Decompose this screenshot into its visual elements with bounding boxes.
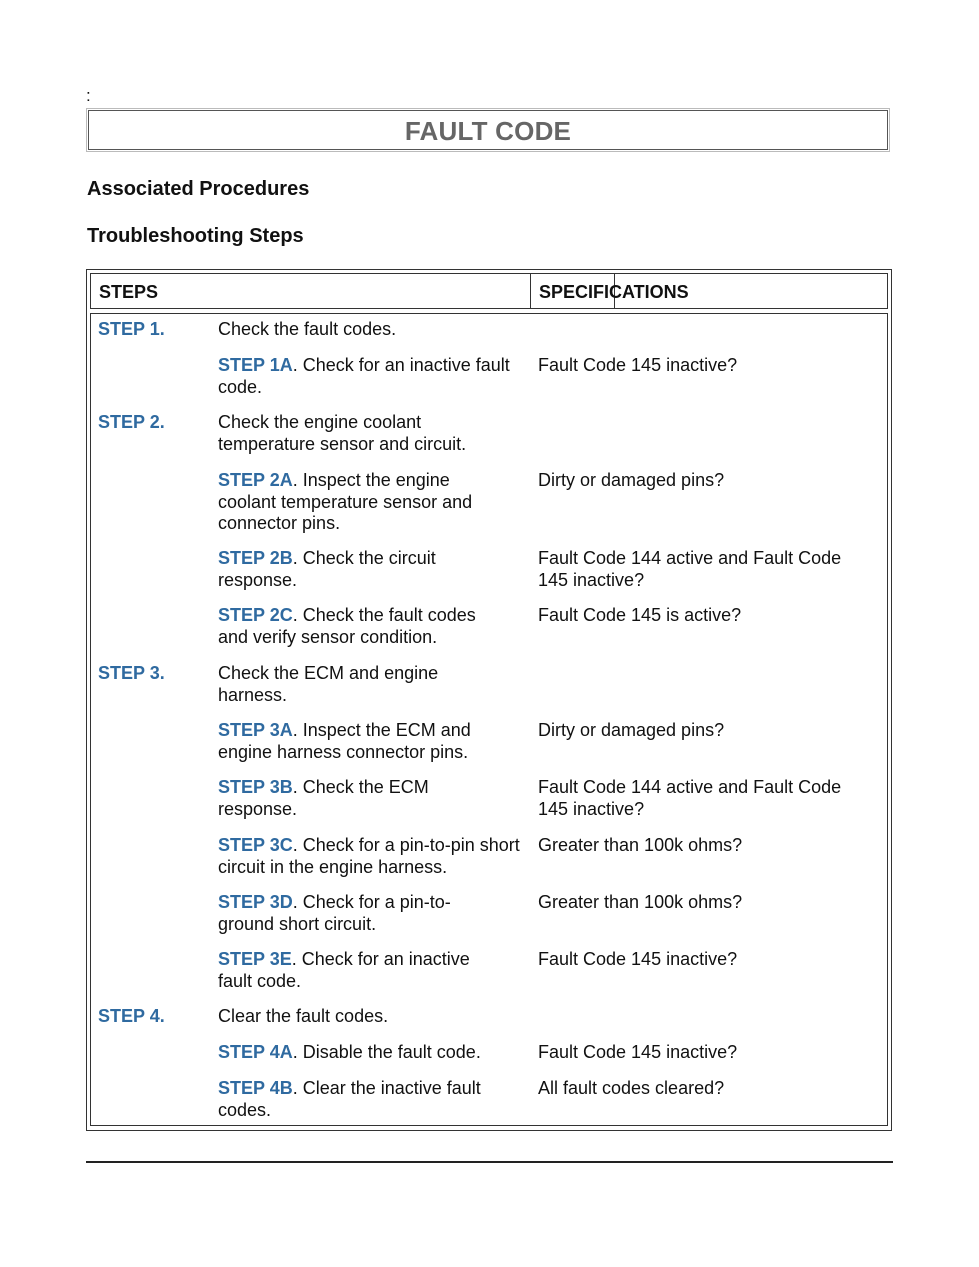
spec-text: Fault Code 144 active and Fault Code 145 inactive? — [538, 548, 842, 590]
spec-text: Dirty or damaged pins? — [538, 470, 725, 490]
title-box — [88, 110, 888, 150]
leading-colon: : — [86, 86, 91, 105]
spec-text: Fault Code 144 active and Fault Code 145 inactive? — [538, 777, 842, 819]
step-text: STEP 3B. Check the ECM response. — [218, 777, 429, 819]
substep-label: STEP 2B — [218, 548, 293, 568]
substep-label: STEP 3E — [218, 949, 292, 969]
substep-label: STEP 3D — [218, 892, 293, 912]
step-text: Check the engine coolant temperature sensor and circuit. — [218, 412, 467, 454]
step-label: STEP 3. — [98, 663, 165, 683]
spec-text: Fault Code 145 inactive? — [538, 949, 738, 969]
substep-label: STEP 3B — [218, 777, 293, 797]
step-text: STEP 2C. Check the fault codes and verify sensor condition. — [218, 605, 476, 647]
step-text: STEP 3E. Check for an inactive fault code. — [218, 949, 470, 991]
step-label: STEP 1. — [98, 319, 165, 339]
spec-text: All fault codes cleared? — [538, 1078, 725, 1098]
substep-label: STEP 4A — [218, 1042, 293, 1062]
associated-procedures-heading: Associated Procedures — [87, 178, 310, 200]
spec-text: Greater than 100k ohms? — [538, 835, 743, 855]
page-title: FAULT CODE — [404, 116, 572, 146]
bottom-rule — [86, 1161, 893, 1163]
step-text: STEP 3A. Inspect the ECM and engine harness connector pins. — [218, 720, 471, 762]
spec-text: Fault Code 145 inactive? — [538, 1042, 738, 1062]
step-text: STEP 4A. Disable the fault code. — [218, 1042, 481, 1062]
step-text: STEP 2B. Check the circuit response. — [218, 548, 436, 590]
spec-text: Fault Code 145 is active? — [538, 605, 742, 625]
spec-text: Fault Code 145 inactive? — [538, 355, 738, 375]
step-text: STEP 2A. Inspect the engine coolant temperature sensor and connector pins. — [218, 470, 473, 533]
substep-label: STEP 3C — [218, 835, 293, 855]
step-text: STEP 4B. Clear the inactive fault codes. — [218, 1078, 481, 1120]
header-specifications: SPECIFICATIONS — [530, 273, 888, 309]
table-body — [90, 313, 888, 1126]
step-label: STEP 2. — [98, 412, 165, 432]
substep-label: STEP 2C — [218, 605, 293, 625]
header-steps: STEPS — [90, 273, 615, 309]
substep-label: STEP 3A — [218, 720, 293, 740]
spec-text: Greater than 100k ohms? — [538, 892, 743, 912]
spec-text: Dirty or damaged pins? — [538, 720, 725, 740]
step-text: Clear the fault codes. — [218, 1006, 389, 1026]
substep-label: STEP 1A — [218, 355, 293, 375]
step-text: STEP 3D. Check for a pin-to-ground short circuit. — [218, 892, 451, 934]
step-text: STEP 3C. Check for a pin-to-pin short circuit in the engine harness. — [218, 835, 520, 877]
step-text: STEP 1A. Check for an inactive fault code. — [218, 355, 510, 397]
step-label: STEP 4. — [98, 1006, 165, 1026]
substep-label: STEP 4B — [218, 1078, 293, 1098]
step-text: Check the fault codes. — [218, 319, 397, 339]
substep-label: STEP 2A — [218, 470, 293, 490]
troubleshooting-steps-heading: Troubleshooting Steps — [87, 225, 304, 247]
step-text: Check the ECM and engine harness. — [218, 663, 439, 705]
troubleshooting-table — [86, 269, 892, 1131]
